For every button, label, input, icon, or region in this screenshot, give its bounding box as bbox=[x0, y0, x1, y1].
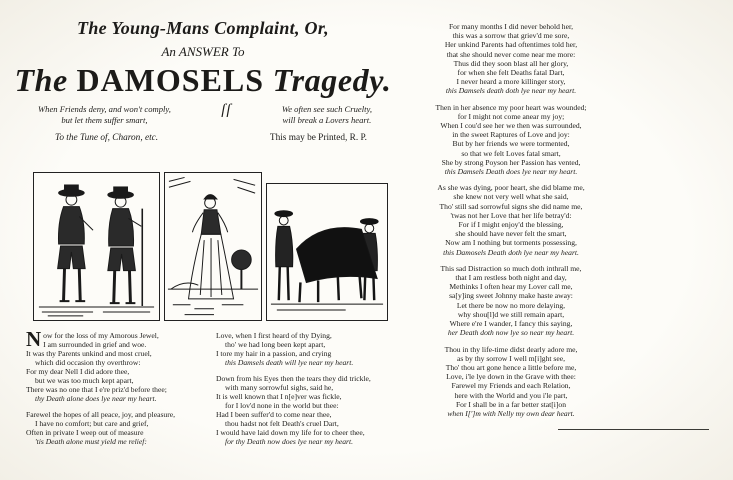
main-title-damosels: DAMOSELS bbox=[76, 62, 265, 98]
verse-line: with many sorrowful sighs, said he, bbox=[225, 383, 334, 392]
woodcut-funeral-pall bbox=[266, 183, 388, 321]
imprint-line: This may be Printed, R. P. bbox=[269, 133, 367, 143]
main-title-tragedy: Tragedy. bbox=[272, 62, 392, 98]
verse-line: when I[']m with Nelly my own dear heart. bbox=[447, 408, 575, 418]
verse-line: this Damsels death will lye near my heart. bbox=[225, 358, 354, 367]
verse-line: For my dear Nell I did adore thee, bbox=[26, 367, 130, 376]
woodcut-two-gentlemen bbox=[33, 172, 160, 321]
funeral-pall-icon bbox=[267, 184, 387, 320]
stanza bbox=[26, 410, 214, 446]
verse-line: for I might not come anear my joy; bbox=[457, 111, 565, 121]
verse-line: This sad Distraction so much doth inthrall me, bbox=[440, 263, 582, 273]
epigraph-right bbox=[282, 104, 372, 125]
verse-line: Down from his Eyes then the tears they did trickle, bbox=[216, 374, 371, 383]
tune-imprint-row bbox=[55, 133, 367, 143]
verse-line: for thy Death now does lye near my heart. bbox=[225, 437, 354, 446]
verse-line: I have no comfort; but care and grief, bbox=[35, 419, 149, 428]
verse-line: Farewel the hopes of all peace, joy, and pleasure, bbox=[26, 410, 176, 419]
verse-line: Tho' still sad sorrowful signs she did name me, bbox=[439, 201, 583, 211]
verse-line: For if I might enjoy'd the blessing, bbox=[458, 220, 564, 230]
verse-line: why shou[l]d we still remain apart, bbox=[457, 309, 565, 319]
stanza bbox=[385, 103, 637, 177]
verse-line: which did occasion thy overthrow: bbox=[35, 358, 141, 367]
verse-line: I tore my hair in a passion, and crying bbox=[216, 349, 332, 358]
title-line-2: An ANSWER To bbox=[161, 44, 245, 59]
verse-line: but we was too much kept apart, bbox=[35, 376, 134, 385]
ornament-icon: ſſ bbox=[221, 102, 232, 118]
verse-line: here with the World and you i'le part, bbox=[454, 390, 568, 400]
stanza bbox=[385, 345, 637, 419]
title-line-1: The Young-Mans Complaint, Or, bbox=[77, 18, 329, 38]
epigraph-row bbox=[38, 104, 372, 125]
verse-line: that she should never come near me more: bbox=[446, 49, 576, 59]
verse-line: Methinks I often hear my Lover call me, bbox=[449, 282, 573, 292]
epigraph-right-line1: We often see such Cruelty, bbox=[281, 104, 372, 114]
stanza bbox=[26, 327, 214, 403]
verse-line: Tho' thou art gone hence a little before me, bbox=[445, 362, 577, 372]
verse-line: For many months I did never behold her, bbox=[448, 22, 574, 31]
verse-line: for when she felt Deaths fatal Dart, bbox=[457, 68, 565, 78]
verse-line: she should have never felt the smart, bbox=[455, 229, 567, 239]
woodcut-young-woman bbox=[164, 172, 262, 321]
verse-line: Had I been suffer'd to come near thee, bbox=[216, 410, 332, 419]
verse-line: There was no one that I e're priz'd before thee; bbox=[26, 385, 167, 394]
epigraph-left bbox=[38, 104, 171, 125]
stanza bbox=[385, 183, 637, 257]
stanza bbox=[385, 22, 637, 96]
verse-line: I am surrounded in grief and woe. bbox=[43, 340, 147, 349]
verse-line: ow for the loss of my Amorous Jewel, bbox=[43, 331, 159, 340]
epigraph-left-line1: When Friends deny, and won't comply, bbox=[38, 104, 171, 114]
right-verse-column bbox=[385, 22, 637, 425]
verse-line: sa[y]ing sweet Johnny make haste away: bbox=[449, 291, 573, 301]
verse-line: Then in her absence my poor heart was wounded; bbox=[435, 102, 587, 112]
verse-line: Let there be now no more delaying, bbox=[456, 300, 566, 310]
verse-line: Love, i'le lye down in the Grave with thee: bbox=[446, 372, 576, 382]
verse-line: Thus did they soon blast all her glory, bbox=[453, 58, 569, 68]
verse-line: She by strong Poyson her Passion has vented, bbox=[441, 157, 581, 167]
stanza bbox=[216, 374, 400, 446]
end-rule bbox=[558, 429, 709, 430]
young-woman-icon bbox=[165, 173, 261, 320]
verse-line: so that we felt Loves fatal smart, bbox=[461, 148, 561, 158]
verse-line: I would have laid down my life for to cheer thee, bbox=[216, 428, 365, 437]
verse-line: as by thy sorrow I well m[i]ght see, bbox=[457, 353, 565, 363]
stanza bbox=[385, 264, 637, 338]
verse-line: tho' we had long been kept apart, bbox=[225, 340, 326, 349]
verse-line: for I lov'd none in the world but thee: bbox=[225, 401, 339, 410]
verse-line: this was a sorrow that griev'd me sore, bbox=[452, 31, 570, 41]
tune-line: To the Tune of, Charon, etc. bbox=[55, 133, 159, 143]
verse-line: 'tis Death alone must yield me relief: bbox=[35, 437, 147, 446]
verse-line: I never heard a more killinger story, bbox=[456, 77, 566, 87]
title-block bbox=[12, 18, 394, 99]
left-verse-column bbox=[26, 327, 214, 453]
verse-line: Often in private I weep out of measure bbox=[26, 428, 144, 437]
verse-line: Farewel my Friends and each Relation, bbox=[451, 381, 571, 391]
verse-line: When I cou'd see her we then was surrounded, bbox=[440, 121, 582, 131]
verse-line: Thou in thy life-time didst dearly adore me, bbox=[444, 344, 578, 354]
verse-line: But by her friends we were tormented, bbox=[452, 139, 570, 149]
verse-line: thy Death alone does lye near my heart. bbox=[35, 394, 157, 403]
middle-verse-column bbox=[216, 331, 400, 453]
main-title-the: The bbox=[14, 62, 68, 98]
verse-line: Love, when I first heard of thy Dying, bbox=[216, 331, 332, 340]
two-gentlemen-icon bbox=[34, 173, 159, 320]
verse-line: in the sweet Raptures of Love and joy: bbox=[452, 130, 570, 140]
verse-line: For I shall be in a far better stat[i]on bbox=[455, 399, 567, 409]
epigraph-left-line2: but let them suffer smart, bbox=[61, 114, 148, 125]
verse-line: her Death doth now lye so near my heart. bbox=[447, 328, 575, 338]
verse-line: Where e're I wander, I fancy this saying, bbox=[449, 319, 573, 329]
epigraph-right-line2: will break a Lovers heart. bbox=[282, 114, 372, 125]
verse-line: thou hadst not felt Death's cruel Dart, bbox=[225, 419, 339, 428]
verse-line: that I am restless both night and day, bbox=[455, 273, 567, 283]
dropcap-initial: N bbox=[26, 327, 42, 351]
verse-line: this Damosels Death doth lye near my heart. bbox=[443, 247, 579, 257]
verse-line: Now am I nothing but torments possessing, bbox=[445, 238, 577, 248]
verse-line: 'twas not her Love that her life betray'd: bbox=[450, 210, 572, 220]
verse-line: Her unkind Parents had oftentimes told her, bbox=[444, 40, 578, 50]
stanza bbox=[216, 331, 400, 367]
main-title bbox=[12, 62, 394, 99]
verse-line: this Damsels Death does lye near my heart. bbox=[444, 167, 578, 177]
verse-line: It is well known that I n[e]ver was fickle, bbox=[216, 392, 342, 401]
verse-line: she knew not very well what she said, bbox=[453, 192, 569, 202]
verse-line: It was thy Parents unkind and most cruel, bbox=[26, 349, 152, 358]
verse-line: this Damsels death doth lye near my heart. bbox=[445, 86, 577, 96]
verse-line: As she was dying, poor heart, she did blame me, bbox=[437, 183, 585, 193]
